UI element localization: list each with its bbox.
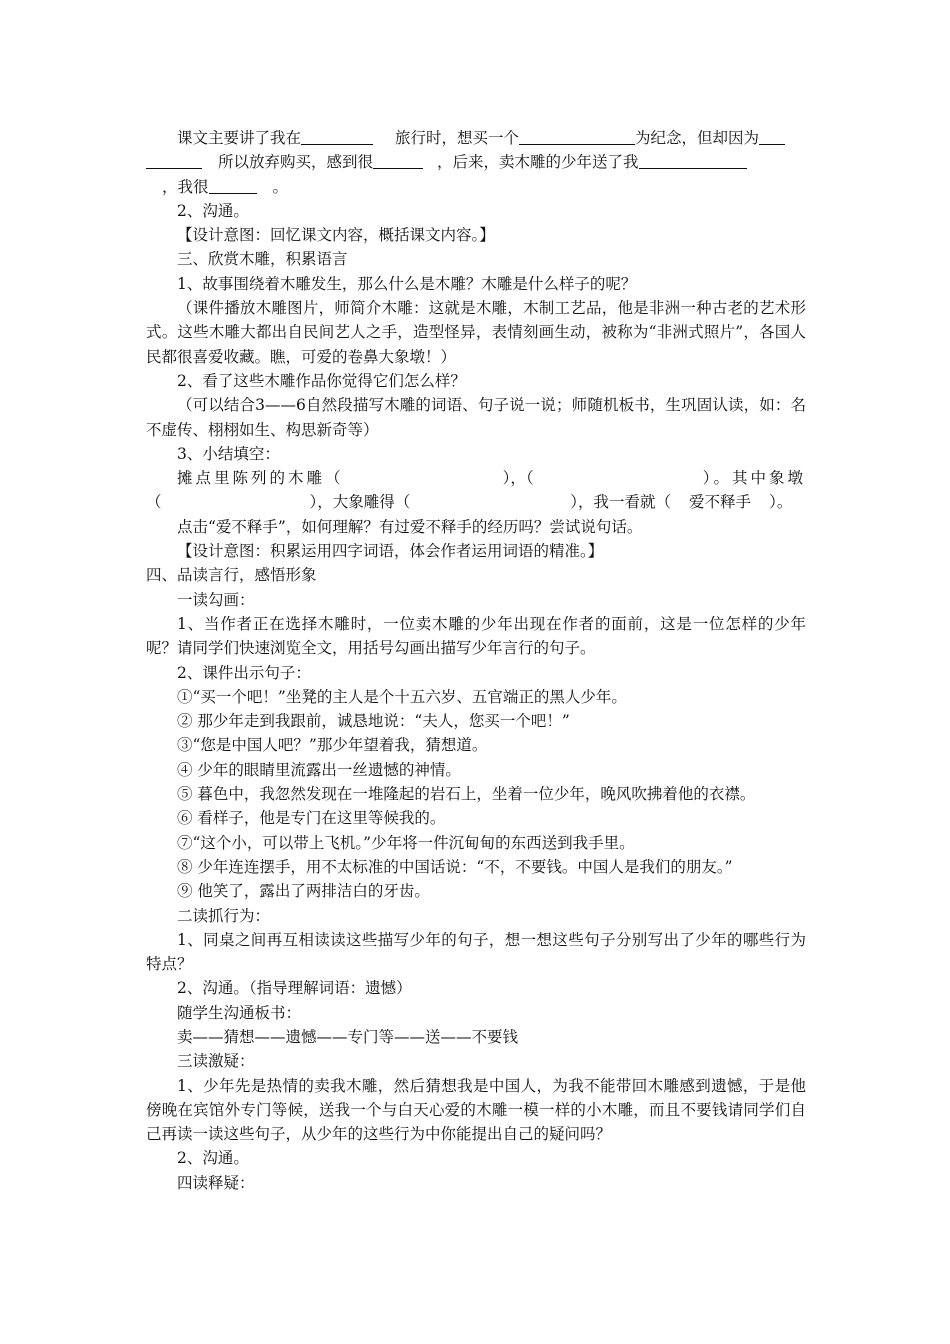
blank-line <box>639 152 747 169</box>
text-line: 3、小结填空： <box>177 444 280 463</box>
summary-text: 旅行时，想买一个 <box>395 129 520 147</box>
summary-text: 。 <box>272 177 289 196</box>
fill-text: 爱不释手 <box>689 493 752 512</box>
text-line: 随学生沟通板书： <box>177 1003 302 1022</box>
text-paragraph: 1、同桌之间再互相读读这些描写少年的句子，想一想这些句子分别写出了少年的哪些行为特点？ <box>146 930 806 974</box>
quoted-sentence: ⑥ 看样子，他是专门在这里等候我的。 <box>177 809 446 828</box>
quoted-sentence: ② 那少年走到我跟前，诚恳地说：“夫人，您买一个吧！” <box>177 712 570 731</box>
board-writing: 卖——猜想——遗憾——专门等——送——不要钱 <box>177 1027 519 1046</box>
summary-text: ，我很 <box>162 177 209 196</box>
summary-text: 所以放弃购买，感到很 <box>218 153 374 172</box>
text-paragraph: 1、当作者正在选择木雕时，一位卖木雕的少年出现在作者的面前，这是一位怎样的少年呢？请同学们快速浏览全文，用括号勾画出描写少年言行的句子。 <box>146 614 806 658</box>
section-heading: 四、品读言行，感悟形象 <box>146 566 317 585</box>
fill-text: ），大象雕得（ <box>309 493 411 512</box>
document-page <box>146 126 806 1195</box>
text-line: 点击“爱不释手”，如何理解？有过爱不释手的经历吗？尝试说句话。 <box>177 517 643 536</box>
section-heading: 三、欣赏木雕，积累语言 <box>177 250 348 269</box>
fill-blank-line <box>146 466 806 490</box>
blank-line <box>301 128 373 145</box>
text-paragraph: （可以结合3——6自然段描写木雕的词语、句子说一说；师随机板书，生巩固认读，如：名不虚传、栩栩如生、构思新奇等） <box>146 396 806 439</box>
fill-text: ）。 <box>769 493 793 512</box>
text-paragraph: 1、少年先是热情的卖我木雕，然后猜想我是中国人，为我不能带回木雕感到遗憾，于是他傍晚在宾馆外专门等候，送我一个与白天心爱的木雕一模一样的小木雕，而且不要钱请同学们自己再读一读这些句子，从少年的这些行为中你能提出自己的疑问吗？ <box>146 1076 806 1144</box>
quoted-sentence: ⑧ 少年连连摆手，用不太标准的中国话说：“不，不要钱。中国人是我们的朋友。” <box>177 857 733 876</box>
fill-text: ），（ <box>502 469 534 488</box>
fill-text: （ <box>146 493 162 512</box>
quoted-sentence: ③“您是中国人吧？”那少年望着我，猜想道。 <box>177 736 488 755</box>
text-line: 2、沟通。 <box>177 201 249 220</box>
fill-text: 摊点里陈列的木雕（ <box>177 469 344 488</box>
text-line: 2、看了这些木雕作品你觉得它们怎么样？ <box>177 371 466 390</box>
fill-text: ）。其中象墩 <box>702 469 806 488</box>
blank-line <box>373 152 423 169</box>
blank-line <box>146 152 202 169</box>
text-line: 2、沟通。 <box>177 1149 249 1168</box>
text-paragraph: （课件播放木雕图片，师简介木雕：这就是木雕，木制工艺品，他是非洲一种古老的艺术形式。这些木雕大都出自民间艺人之手，造型怪异，表情刻画生动，被称为“非洲式照片”，各国人民都很喜爱收藏。瞧，可爱的卷鼻大象墩！） <box>146 299 806 366</box>
text-line: 三读激疑： <box>177 1052 255 1071</box>
quoted-sentence: ④ 少年的眼睛里流露出一丝遗憾的神情。 <box>177 760 461 779</box>
design-intent: 【设计意图：回忆课文内容，概括课文内容。】 <box>177 226 495 245</box>
text-line: 2、沟通。（指导理解词语：遗憾） <box>177 979 412 998</box>
fill-blank-line <box>146 490 806 514</box>
design-intent: 【设计意图：积累运用四字词语，体会作者运用词语的精准。】 <box>177 542 604 561</box>
blank-line <box>759 128 785 145</box>
quoted-sentence: ⑦“这个小，可以带上飞机。”少年将一件沉甸甸的东西送到我手里。 <box>177 833 635 852</box>
quoted-sentence: ⑨ 他笑了，露出了两排洁白的牙齿。 <box>177 882 430 901</box>
summary-text: 课文主要讲了我在 <box>177 129 302 147</box>
summary-text: 为纪念，但却因为 <box>635 129 760 147</box>
blank-line <box>209 177 257 194</box>
blank-line <box>519 128 635 145</box>
summary-text: ，后来，卖木雕的少年送了我 <box>437 153 639 172</box>
fill-text: ），我一看就（ <box>570 493 672 512</box>
text-line: 一读勾画： <box>177 590 255 609</box>
quoted-sentence: ⑤ 暮色中，我忽然发现在一堆隆起的岩石上，坐着一位少年，晚风吹拂着他的衣襟。 <box>177 785 756 804</box>
text-line: 四读释疑： <box>177 1173 255 1192</box>
text-line: 2、课件出示句子： <box>177 663 311 682</box>
quoted-sentence: ①“买一个吧！”坐凳的主人是个十五六岁、五官端正的黑人少年。 <box>177 687 627 706</box>
text-line: 二读抓行为： <box>177 906 271 925</box>
text-line: 1、故事围绕着木雕发生，那么什么是木雕？木雕是什么样子的呢？ <box>177 274 637 293</box>
summary-paragraph <box>146 126 806 199</box>
